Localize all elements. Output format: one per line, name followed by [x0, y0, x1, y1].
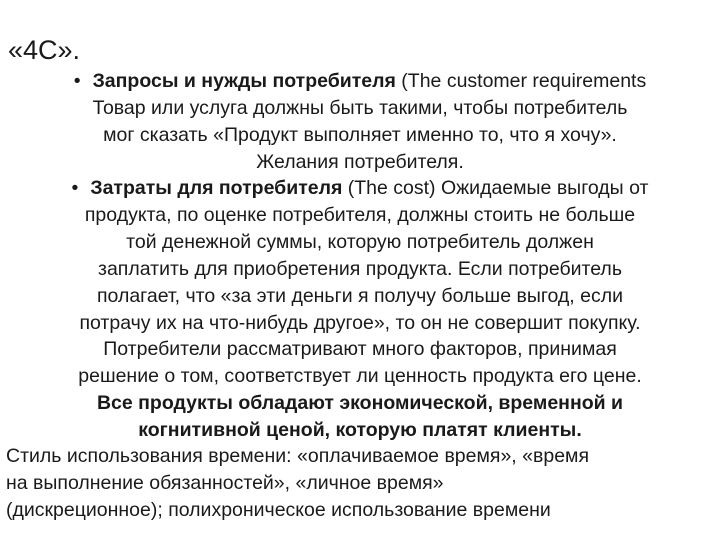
bullet-line	[0, 175, 720, 202]
paragraph-line: решение о том, соответствует ли ценность продукта его цене.	[78, 365, 642, 387]
time-line: (дискреционное); полихроническое использование времени	[6, 499, 551, 521]
paragraph-line: Потребители рассматривают много факторов, принимая	[103, 338, 617, 360]
bullet-dot: •	[73, 70, 81, 92]
time-line: на выполнение обязанностей», «личное время»	[6, 472, 444, 494]
bullet-line: мог сказать «Продукт выполняет именно то, что я хочу».	[103, 124, 617, 146]
bullet-heading: Запросы и нужды потребителя	[92, 70, 396, 92]
bullet-line	[0, 68, 720, 95]
slide-title: «4С».	[8, 35, 81, 65]
bullet-line: Желания потребителя.	[256, 151, 464, 173]
statement-line: Все продукты обладают экономической, временной и	[96, 392, 624, 414]
bullet-line: потрачу их на что-нибудь другое», то он не совершит покупку.	[79, 312, 641, 334]
bullet-line: полагает, что «за эти деньги я получу больше выгод, если	[96, 285, 624, 307]
bullet-heading: Затраты для потребителя	[90, 177, 343, 199]
bullet-text: (The cost) Ожидаемые выгоды от	[342, 177, 649, 199]
statement-line: когнитивной ценой, которую платят клиенты.	[138, 419, 582, 441]
time-line: Стиль использования времени: «оплачиваемое время», «время	[6, 445, 590, 467]
bullet-line: заплатить для приобретения продукта. Если потребитель	[98, 258, 622, 280]
bullet-line: продукта, по оценке потребителя, должны стоить не больше	[84, 204, 636, 226]
bullet-line: той денежной суммы, которую потребитель должен	[126, 231, 594, 253]
bullet-dot: •	[71, 177, 79, 199]
bullet-line: Товар или услуга должны быть такими, чтобы потребитель	[92, 97, 628, 119]
bullet-text: (The customer requirements	[395, 70, 647, 92]
